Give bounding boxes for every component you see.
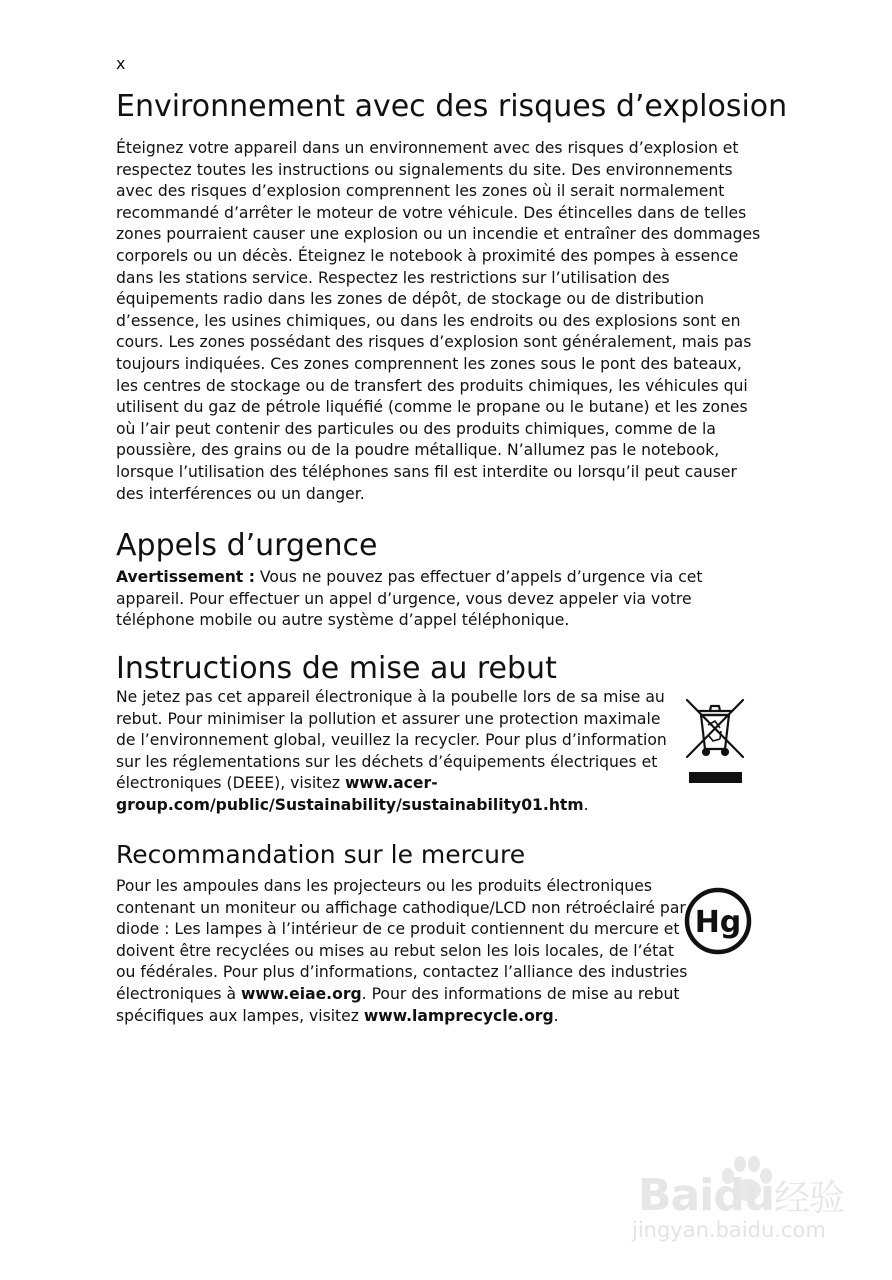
watermark-brand xyxy=(638,1170,844,1221)
watermark-brand-b: du xyxy=(713,1170,775,1221)
section-title-mercure: Recommandation sur le mercure xyxy=(116,840,526,869)
baidu-watermark xyxy=(612,1150,852,1260)
section-body-mercure xyxy=(116,876,691,1027)
lamprecycle-link[interactable]: www.lamprecycle.org xyxy=(363,1006,554,1025)
hg-icon xyxy=(683,886,753,956)
section-body-urgence xyxy=(116,567,716,632)
rebut-text: Ne jetez pas cet appareil électronique à la poubelle lors de sa mise au rebut. Pour minimiser la pollution et assurer une protection maximale de l’environnement global, veuillez la recycler. Pour plus d’information sur les réglementations sur les déchets d’équipements électriques et électroniques (DEEE), visitez xyxy=(116,688,667,793)
mercure-mid: . Pour des informations de mise au rebut spécifiques aux lampes, visitez xyxy=(116,984,680,1025)
section-title-explosion: Environnement avec des risques d’explosion xyxy=(116,89,788,124)
acer-link[interactable]: www.acer-group.com/public/Sustainability/sustainability01.htm xyxy=(116,774,584,814)
watermark-brand-a: Bai xyxy=(638,1170,714,1221)
page-number: x xyxy=(116,54,126,73)
warning-label: Avertissement : xyxy=(116,568,255,586)
crossed-bin-icon xyxy=(684,697,746,787)
section-title-urgence: Appels d’urgence xyxy=(116,528,378,563)
section-title-rebut: Instructions de mise au rebut xyxy=(116,651,557,686)
mercure-end: . xyxy=(553,1006,559,1025)
watermark-url: jingyan.baidu.com xyxy=(632,1218,826,1242)
mercure-text: Pour les ampoules dans les projecteurs ou les produits électroniques contenant un moniteur ou affichage cathodique/LCD non rétroéclairé par diode : Les lampes à l’intérieur de ce produit contiennent du mercure et doivent être recyclées ou mises au rebut selon les lois locales, de l’état ou fédérales. Pour plus d’informations, contactez l’alliance des industries électroniques à xyxy=(116,877,688,1003)
section-body-explosion: Éteignez votre appareil dans un environnement avec des risques d’explosion et respectez toutes les instructions ou signalements du site. Des environnements avec des risques d’explosion comprennent les zones où il serait normalement recommandé d’arrêter le moteur de votre véhicule. Des étincelles dans de telles zones pourraient causer une explosion ou un incendie et entraîner des dommages corporels ou un décès. Éteignez le notebook à proximité des pompes à essence dans les stations service. Respectez les restrictions sur l’utilisation des équipements radio dans les zones de dépôt, de stockage ou de distribution d’essence, les usines chimiques, ou dans les endroits ou des explosions sont en cours. Les zones possédant des risques d’explosion sont généralement, mais pas toujours indiquées. Ces zones comprennent les zones sous le pont des bateaux, les centres de stockage ou de transfert des produits chimiques, les véhicules qui utilisent du gaz de pétrole liquéfié (comme le propane ou le butane) et les zones où l’air peut contenir des particules ou des produits chimiques, comme de la poussière, des grains ou de la poudre métallique. N’allumez pas le notebook, lorsque l’utilisation des téléphones sans fil est interdite ou lorsqu’il peut causer des interférences ou un danger. xyxy=(116,139,761,503)
hg-symbol: Hg xyxy=(694,905,742,940)
eiae-link[interactable]: www.eiae.org xyxy=(241,984,362,1003)
urgence-text: Vous ne pouvez pas effectuer d’appels d’urgence via cet appareil. Pour effectuer un appel d’urgence, vous devez appeler via votre téléphone mobile ou autre système d’appel téléphonique. xyxy=(116,568,703,630)
section-body-rebut xyxy=(116,687,681,817)
rebut-end: . xyxy=(583,795,589,814)
watermark-brand-c: 经验 xyxy=(774,1178,845,1219)
